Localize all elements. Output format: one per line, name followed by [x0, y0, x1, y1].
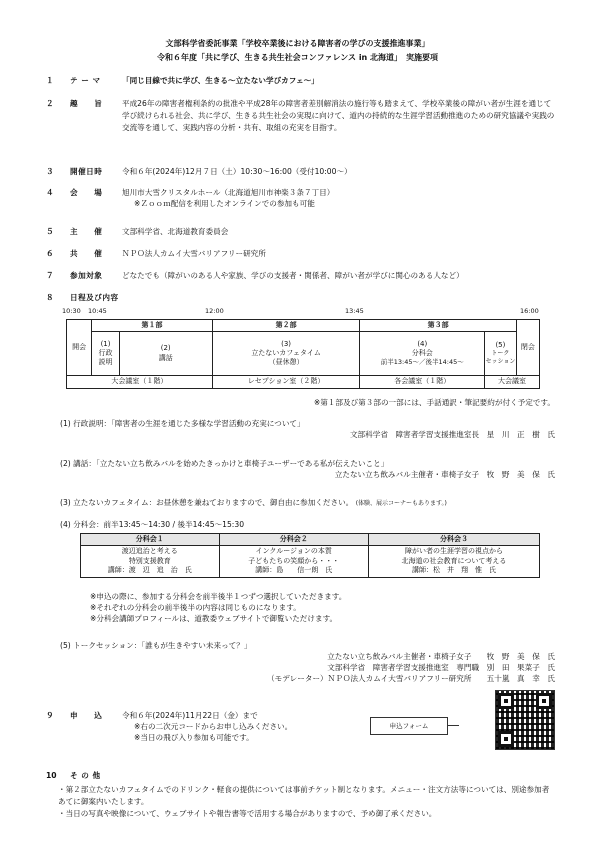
section-text: 文部科学省、北海道教育委員会 [122, 227, 229, 236]
header-line1: 文部科学省委託事業「学校卒業後における障害者の学びの支援推進事業」 [165, 39, 430, 48]
breakout-topic: 北海道の社会教育について考える [401, 556, 507, 565]
time-tick: 12:00 [205, 307, 224, 315]
section-note: ※当日の飛び入り参加も可能です。 [134, 733, 254, 742]
qr-finder-icon [536, 693, 552, 709]
section-venue [46, 187, 555, 209]
section-text: どなたでも（障がいのある人や家族、学びの支援者・関係者、障がい者が学びに関心のある人など） [122, 271, 464, 280]
room-cell: 各会議室（１階） [360, 376, 485, 389]
section-label: 申 込 [70, 711, 103, 720]
program-5-cell [485, 332, 517, 376]
section-text: 「同じ目線で共に学び、生きる～立たない学びカフェ～」 [122, 76, 319, 85]
breakout-cell [81, 546, 220, 577]
detail-cafe-time [60, 497, 555, 509]
program-line: セッション [485, 358, 516, 366]
detail-admin-talk [60, 418, 555, 440]
section-number: ４ [46, 188, 54, 197]
detail-breakout [60, 519, 555, 530]
section-purpose [46, 98, 555, 134]
breakout-notes [90, 591, 555, 624]
program-4-cell [360, 332, 485, 376]
program-3-cell [212, 332, 360, 376]
detail-talk-session [60, 640, 555, 684]
breakout-topic: 特別支援教育 [128, 556, 171, 565]
time-tick: 16:00 [520, 307, 539, 315]
application-form-label: 申込フォーム [370, 717, 448, 735]
section-label: そ の 他 [70, 771, 101, 780]
section-number: ７ [46, 271, 54, 280]
detail-speaker: 文部科学省 障害者学習支援推進室 専門職 別 田 果菜子 氏 [327, 663, 555, 672]
section-number: 10 [46, 771, 57, 780]
breakout-head: 分科会２ [219, 534, 368, 546]
section-text: 令和６年(2024年)11月22日（金）まで [122, 711, 258, 720]
section-label: 主 催 [70, 227, 103, 236]
program-2-cell [119, 332, 212, 376]
qr-code-icon[interactable] [495, 690, 555, 750]
program-line: 分科会 [411, 349, 433, 358]
section-coorganizer [46, 248, 555, 259]
header-line2: 令和６年度「共に学び、生きる共生社会コンファレンス in 北海道」 実施要項 [156, 53, 439, 62]
room-cell: 大会議室 [485, 376, 540, 389]
opening-cell: 開会 [67, 320, 92, 376]
section-audience [46, 270, 555, 281]
breakout-lecturer: 講師：島 信一朗 氏 [255, 566, 333, 575]
section-theme [46, 75, 555, 86]
section-number: ３ [46, 167, 54, 176]
part-2-header: 第２部 [212, 320, 360, 332]
program-number: (3) [281, 339, 292, 348]
section-number: ２ [46, 99, 54, 108]
detail-speaker: 立たない立ち飲みバル主催者・車椅子女子 牧 野 美 保 氏 [334, 470, 555, 479]
detail-title: (3) 立たないカフェタイム：お昼休憩を兼ねておりますので、御自由に参加ください。 [60, 498, 354, 507]
schedule-table [66, 319, 540, 389]
breakout-note: ※申込の際に、参加する分科会を前半後半１つずつ選択していただきます。 [90, 592, 347, 601]
section-label: 開催日時 [70, 167, 103, 176]
other-item: ・当日の写真や映像について、ウェブサイトや報告書等で活用する場合がありますので、予め御了承ください。 [58, 808, 437, 818]
program-number: (5) [495, 341, 506, 350]
section-number: ６ [46, 249, 54, 258]
section-text: ＮＰＯ法人カムイ大雪バリアフリー研究所 [122, 249, 266, 258]
part-1-header: 第１部 [92, 320, 212, 332]
time-tick: 10:45 [88, 307, 107, 315]
section-label: 参加対象 [70, 271, 103, 280]
room-cell: 大会議室（１階） [67, 376, 213, 389]
breakout-lecturer: 講師：松 井 翔 惟 氏 [411, 566, 496, 575]
program-number: (4) [417, 340, 428, 349]
detail-title: (1) 行政説明：「障害者の生涯を通じた多様な学習活動の充実について」 [60, 419, 305, 428]
section-number: １ [46, 76, 54, 85]
breakout-lecturer: 講師：渡 辺 追 治 氏 [107, 566, 192, 575]
section-number: ９ [46, 711, 54, 720]
section-text: 旭川市大雪クリスタルホール（北海道旭川市神楽３条７丁目） [122, 188, 335, 197]
breakout-head: 分科会３ [368, 534, 539, 546]
breakout-topic: 子どもたちの笑顔から・・・ [248, 556, 340, 565]
other-items [58, 784, 555, 819]
section-note: ※右の二次元コードからお申し込みください。 [134, 722, 293, 731]
program-line: 講話 [158, 353, 173, 362]
detail-speaker: 立たない立ち飲みバル主催者・車椅子女子 牧 野 美 保 氏 [327, 652, 555, 661]
other-item: ・第２部立たないカフェタイムでのドリンク・軽食の提供については事前チケット制となります。メニュー・注文方法等については、別途参加者あてに御案内いたします。 [58, 785, 550, 806]
breakout-topic: 障がい者の生涯学習の視点から [404, 547, 503, 556]
breakout-cell [368, 546, 539, 577]
detail-title: (4) 分科会：前半13:45～14:30 / 後半14:45～15:30 [60, 520, 245, 529]
program-number: (2) [160, 344, 171, 353]
program-line: トーク [491, 350, 510, 358]
section-number: ８ [46, 293, 54, 302]
part-3-header: 第３部 [360, 320, 516, 332]
detail-title: (5) トークセッション：「誰もが生きやすい未来って？」 [60, 641, 252, 650]
section-label: テ ー マ [70, 76, 101, 85]
program-line: 説明 [98, 358, 113, 367]
detail-title: (2) 講話：「立たない立ち飲みバルを始めたきっかけと車椅子ユーザーである私が伝えたいこと」 [60, 459, 389, 468]
program-line: （昼休憩） [268, 358, 304, 367]
section-label: 日程及び内容 [70, 293, 119, 302]
breakout-topic: インクルージョンの本質 [255, 547, 332, 556]
time-tick: 10:30 [62, 307, 81, 315]
closing-cell: 閉会 [516, 320, 539, 376]
program-1-cell [92, 332, 119, 376]
section-organizer [46, 226, 555, 237]
schedule-note: ※第１部及び第３部の一部には、手話通訳・筆記要約が付く予定です。 [313, 398, 555, 407]
program-line: 立たないカフェタイム [251, 348, 321, 357]
detail-lecture [60, 458, 555, 480]
program-number: (1) [100, 339, 111, 348]
breakout-cell [219, 546, 368, 577]
room-cell: レセプション室（２階） [212, 376, 360, 389]
section-label: 会 場 [70, 188, 103, 197]
breakout-head: 分科会１ [81, 534, 220, 546]
breakout-note: ※分科会講師プロフィールは、道教委ウェブサイトで御覧いただけます。 [90, 614, 338, 623]
section-text: 平成26年の障害者権利条約の批准や平成28年の障害者差別解消法の施行等も踏まえて、学校卒業後の障がい者が生涯を通じて学び続けられる社会、共に学び、生きる共生社会の実現に向けて、道内の持続的な生涯学習活動推進のための研究協議や実践の交流等を通して、実践内容の分析・共有、取組の充実を目指す。 [122, 99, 555, 133]
detail-speaker: 文部科学省 障害者学習支援推進室長 星 川 正 樹 氏 [349, 430, 555, 439]
qr-finder-icon [498, 731, 514, 747]
section-number: ５ [46, 227, 54, 236]
program-line: 前半13:45～／後半14:45～ [380, 358, 464, 367]
detail-speaker: （モデレーター）ＮＰＯ法人カムイ大雪バリアフリー研究所 五十嵐 真 幸 氏 [267, 674, 555, 683]
section-label: 共 催 [70, 249, 103, 258]
program-line: 行政 [98, 348, 113, 357]
detail-small-note: (体験、展示コーナーもあります。) [355, 500, 447, 507]
breakout-table [80, 533, 540, 578]
section-note: ※Ｚｏｏｍ配信を利用したオンラインでの参加も可能 [134, 199, 315, 208]
breakout-note: ※それぞれの分科会の前半後半の内容は同じものになります。 [90, 603, 301, 612]
section-label: 趣 旨 [70, 99, 103, 108]
schedule-timeline [0, 307, 595, 319]
breakout-topic: 渡辺追治と考える [121, 547, 178, 556]
qr-finder-icon [498, 693, 514, 709]
section-datetime [46, 166, 555, 177]
section-text: 令和６年(2024年)12月７日（土）10:30～16:00（受付10:00～） [122, 167, 352, 176]
time-tick: 13:45 [345, 307, 364, 315]
